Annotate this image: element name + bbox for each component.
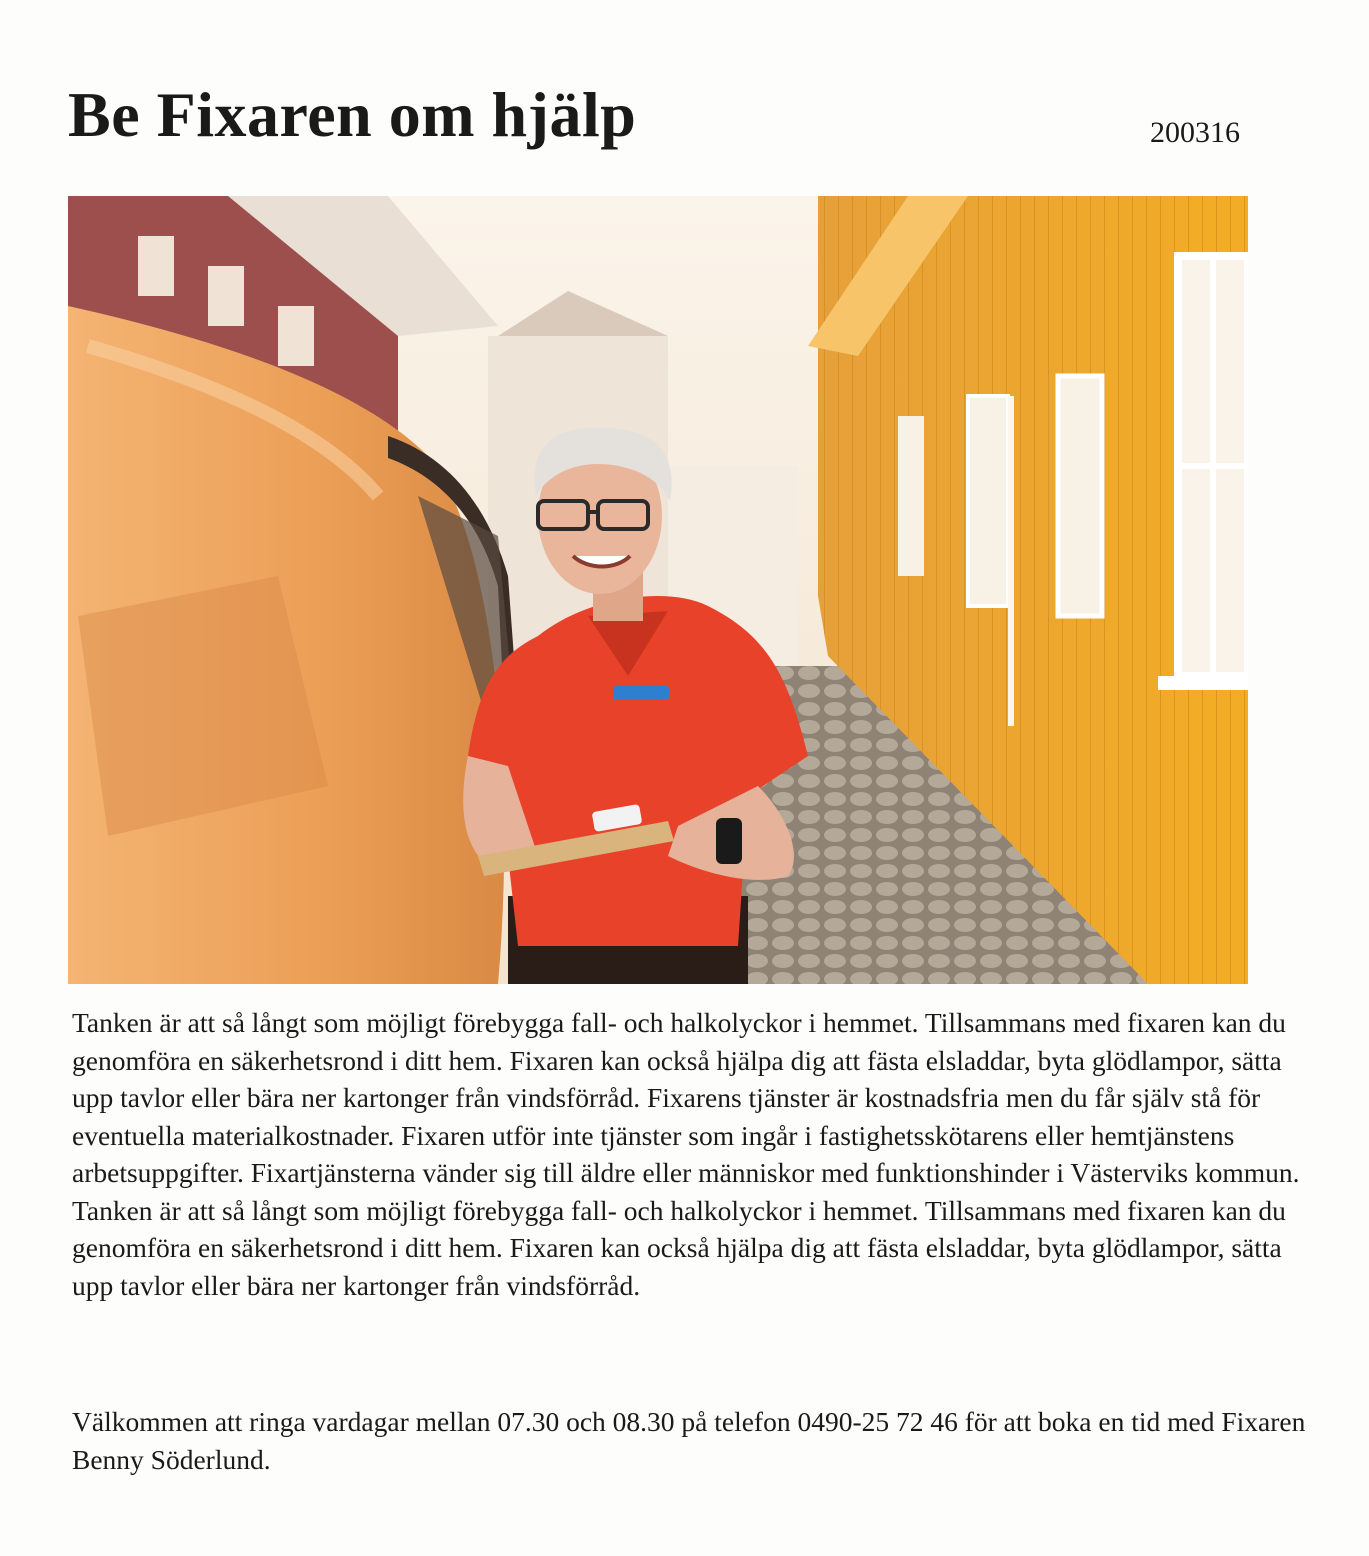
article-contact: Välkommen att ringa vardagar mellan 07.30 och 08.30 på telefon 0490-25 72 46 för att boka en tid med Fixaren Benny Söderlund. [72,1406,1306,1475]
photo-illustration [68,196,1248,984]
article-date: 200316 [1150,116,1240,149]
article-body: Tanken är att så långt som möjligt förebygga fall- och halkolyckor i hemmet. Tillsammans med fixaren kan du genomföra en säkerhetsrond i ditt hem. Fixaren kan också hjälpa dig att fästa elsladdar, byta glödlampor, sätta upp tavlor eller bära ner kartonger från vindsförråd. Fixarens tjänster är kostnadsfria men du får själv stå för eventuella materialkostnader. Fixaren utför inte tjänster som ingår i fastighetsskötarens eller hemtjänstens arbetsuppgifter. Fixartjänsterna vänder sig till äldre eller människor med funktionshinder i Västerviks kommun. Tanken är att så långt som möjligt förebygga fall- och halkolyckor i hemmet. Tillsammans med fixaren kan du genomföra en säkerhetsrond i ditt hem. Fixaren kan också hjälpa dig att fästa elsladdar, byta glödlampor, sätta upp tavlor eller bära ner kartonger från vindsförråd. [72,1007,1300,1301]
article-photo [68,196,1248,984]
article-title: Be Fixaren om hjälp [68,79,637,150]
